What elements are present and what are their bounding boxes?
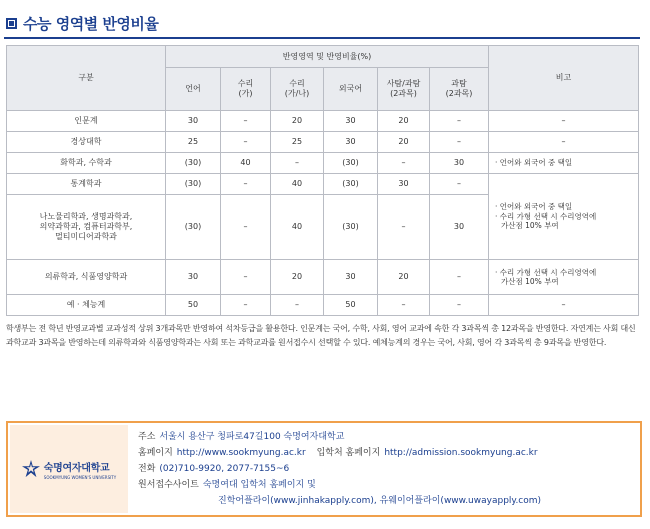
logo-panel xyxy=(10,425,128,513)
header-subject xyxy=(430,68,489,111)
row-name-line: 멀티미디어과학과 xyxy=(55,232,117,241)
cell: 20 xyxy=(378,132,430,153)
row-name: 의류학과, 식품영양학과 xyxy=(7,260,166,295)
cell: 30 xyxy=(430,153,489,174)
homepage-line xyxy=(138,445,541,461)
square-bullet-icon xyxy=(6,18,17,29)
cell: (30) xyxy=(166,195,221,260)
subject-line1: 사탐/과탐 xyxy=(386,79,421,88)
apply-value-2[interactable]: 진학어플라이(www.jinhakapply.com), 유웨이어플라이(www.uwayapply.com) xyxy=(218,496,542,506)
note-line: 가산점 10% 부여 xyxy=(501,221,559,231)
table-row xyxy=(7,260,639,295)
row-name: 예 · 체능계 xyxy=(7,295,166,316)
cell: – xyxy=(430,111,489,132)
cell: 20 xyxy=(271,111,324,132)
page-title-text: 수능 영역별 반영비율 xyxy=(23,14,159,33)
cell: (30) xyxy=(324,174,378,195)
cell: (30) xyxy=(166,174,221,195)
note-cell xyxy=(489,260,639,295)
apply-line xyxy=(138,477,541,493)
phone-value: (02)710-9920, 2077-7155~6 xyxy=(159,464,290,474)
address-line xyxy=(138,429,541,445)
address-value: 서울시 용산구 청파로47길100 숙명여자대학교 xyxy=(159,432,345,442)
logo-text xyxy=(44,459,116,480)
note-line: · 수리 가형 선택 시 수리영역에 xyxy=(495,267,597,277)
admission-link[interactable]: http://admission.sookmyung.ac.kr xyxy=(384,448,538,458)
phone-label: 전화 xyxy=(138,464,156,474)
logo-korean: 숙명여자대학교 xyxy=(43,462,110,474)
table-row xyxy=(7,174,639,195)
cell: – xyxy=(271,153,324,174)
apply-value-1[interactable]: 숙명여대 입학처 홈페이지 및 xyxy=(202,480,316,490)
cell: – xyxy=(221,295,271,316)
note-cell: · 언어와 외국어 중 택일 xyxy=(489,153,639,174)
row-name: 화학과, 수학과 xyxy=(7,153,166,174)
header-area-group: 반영영역 및 반영비율(%) xyxy=(166,46,489,68)
cell: 20 xyxy=(271,260,324,295)
subject-line1: 과탐 xyxy=(451,79,467,88)
note-line: 가산점 10% 부여 xyxy=(501,277,559,286)
subject-line1: 언어 xyxy=(185,84,201,93)
cell: 20 xyxy=(378,111,430,132)
cell: 30 xyxy=(430,195,489,260)
star-emblem-icon xyxy=(22,460,40,478)
table-row xyxy=(7,111,639,132)
cell: 30 xyxy=(324,111,378,132)
cell: – xyxy=(221,132,271,153)
cell: – xyxy=(378,195,430,260)
homepage-link[interactable]: http://www.sookmyung.ac.kr xyxy=(176,448,306,458)
header-subject xyxy=(378,68,430,111)
cell: – xyxy=(430,295,489,316)
subject-line1: 수리 xyxy=(289,79,305,88)
cell: 25 xyxy=(271,132,324,153)
header-subject xyxy=(166,68,221,111)
header-subject xyxy=(324,68,378,111)
cell: 30 xyxy=(166,111,221,132)
apply-line-2 xyxy=(138,493,541,509)
cell: – xyxy=(430,174,489,195)
university-logo xyxy=(22,459,116,480)
header-subject xyxy=(271,68,324,111)
cell: 30 xyxy=(378,174,430,195)
note-cell: – xyxy=(489,132,639,153)
row-name: 통계학과 xyxy=(7,174,166,195)
cell: 30 xyxy=(324,132,378,153)
cell: (30) xyxy=(324,195,378,260)
logo-english: SOOKMYUNG WOMEN'S UNIVERSITY xyxy=(43,474,117,480)
note-cell: – xyxy=(489,295,639,316)
cell: – xyxy=(271,295,324,316)
cell: – xyxy=(378,295,430,316)
cell: 30 xyxy=(166,260,221,295)
subject-line2: (가) xyxy=(238,89,253,98)
row-name: 인문계 xyxy=(7,111,166,132)
row-name-line: 나노물리학과, 생명과학과, xyxy=(39,212,133,221)
note-cell: – xyxy=(489,111,639,132)
cell: – xyxy=(221,260,271,295)
phone-line xyxy=(138,461,541,477)
cell: 20 xyxy=(378,260,430,295)
header-subject xyxy=(221,68,271,111)
explanation-paragraph: 학생부는 전 학년 반영교과별 교과성적 상위 3개과목만 반영하여 석차등급을 활용한다. 인문계는 국어, 수학, 사회, 영어 교과에 속한 각 3과목씩 총 12과목을 반영한다. 자연계는 사회 대신 과학교과 3과목을 반영하는데 의류학과와 식품영양학과는 사회 또는 과학교과를 원서접수시 선택할 수 있다. 예체능계의 경우는 국어, 사회, 영어 각 3과목씩 총 9과목을 반영한다. xyxy=(6,324,636,347)
cell: – xyxy=(430,260,489,295)
table-row xyxy=(7,295,639,316)
cell: 40 xyxy=(271,174,324,195)
subject-line2: (2과목) xyxy=(445,89,473,98)
note-cell-merged xyxy=(489,174,639,260)
row-name-line: 의약과학과, 컴퓨터과학부, xyxy=(39,222,133,231)
subject-line2: (2과목) xyxy=(390,89,417,98)
note-line: · 언어와 외국어 중 택일 xyxy=(495,202,573,212)
note-line: · 수리 가형 선택 시 수리영역에 xyxy=(495,211,597,221)
subject-line1: 수리 xyxy=(237,79,254,88)
header-note: 비고 xyxy=(489,46,639,111)
row-name: 경상대학 xyxy=(7,132,166,153)
cell: – xyxy=(221,195,271,260)
contact-info xyxy=(138,429,541,509)
cell: 50 xyxy=(324,295,378,316)
score-ratio-table xyxy=(6,45,639,316)
cell: – xyxy=(378,153,430,174)
cell: (30) xyxy=(324,153,378,174)
subject-line2: (가/나) xyxy=(284,89,310,98)
row-name xyxy=(7,195,166,260)
cell: 40 xyxy=(221,153,271,174)
table-row xyxy=(7,153,639,174)
cell: 25 xyxy=(166,132,221,153)
cell: 50 xyxy=(166,295,221,316)
contact-footer xyxy=(6,421,642,517)
cell: – xyxy=(221,174,271,195)
homepage-label: 홈페이지 xyxy=(138,448,173,458)
address-label: 주소 xyxy=(138,432,156,442)
table-row xyxy=(7,132,639,153)
cell: – xyxy=(430,132,489,153)
title-underline xyxy=(4,37,640,39)
page-title xyxy=(6,12,158,34)
header-group: 구분 xyxy=(7,46,166,111)
apply-label: 원서접수사이트 xyxy=(138,480,199,490)
cell: 40 xyxy=(271,195,324,260)
subject-line1: 외국어 xyxy=(338,84,363,93)
admission-label: 입학처 홈페이지 xyxy=(316,448,381,458)
cell: 30 xyxy=(324,260,378,295)
cell: – xyxy=(221,111,271,132)
cell: (30) xyxy=(166,153,221,174)
